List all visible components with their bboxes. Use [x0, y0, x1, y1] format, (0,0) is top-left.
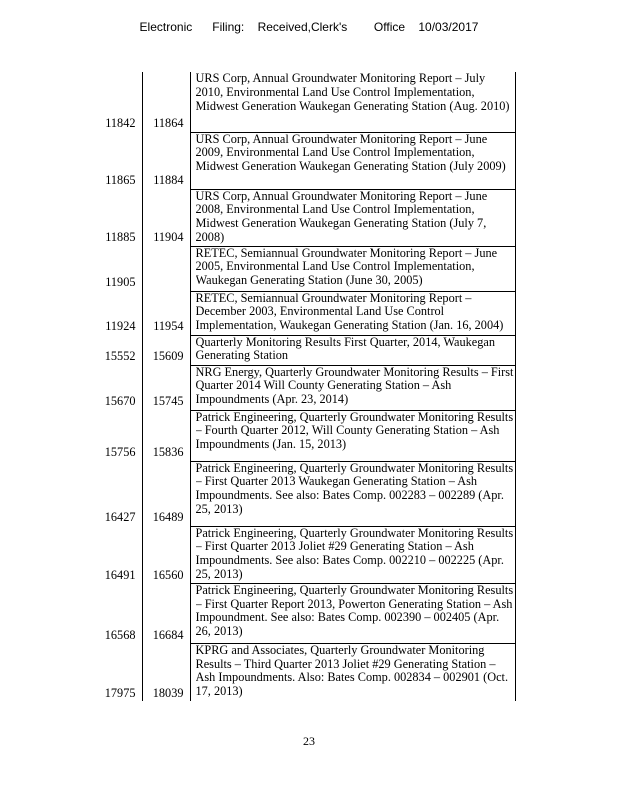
exhibit-index-table	[93, 72, 516, 701]
bates-start: 15756	[104, 445, 136, 460]
document-description: URS Corp, Annual Groundwater Monitoring Report – June 2009, Environmental Land Use Control Implementation, Midwest Generation Waukegan Generating Station (July 2009)	[190, 132, 515, 189]
bates-end: 11884	[142, 132, 190, 189]
bates-end: 11864	[142, 72, 190, 132]
document-description: RETEC, Semiannual Groundwater Monitoring Report – June 2005, Environmental Land Use Control Implementation, Waukegan Generating Station (June 30, 2005)	[190, 246, 515, 291]
document-description: RETEC, Semiannual Groundwater Monitoring Report – December 2003, Environmental Land Use Control Implementation, Waukegan Generating Station (Jan. 16, 2004)	[190, 291, 515, 335]
filing-stamp-header: Electronic Filing: Received,Clerk's Office 10/03/2017	[139, 20, 479, 34]
bates-start: 11905	[105, 275, 136, 290]
bates-start: 16491	[104, 567, 136, 582]
document-description: NRG Energy, Quarterly Groundwater Monitoring Results – First Quarter 2014 Will County Generating Station – Ash Impoundments (Apr. 23, 2014)	[190, 365, 515, 410]
bates-end: 18039	[142, 643, 190, 701]
document-description: Patrick Engineering, Quarterly Groundwater Monitoring Results – First Quarter 2013 Waukegan Generating Station – Ash Impoundments. See also: Bates Comp. 002283 – 002289 (Apr. 25, 2013)	[190, 461, 515, 526]
table-row	[93, 132, 515, 189]
table-row	[93, 365, 515, 410]
bates-start: 16568	[104, 627, 136, 642]
bates-start: 17975	[104, 685, 136, 700]
document-description: Patrick Engineering, Quarterly Groundwater Monitoring Results – First Quarter Report 2013, Powerton Generating Station – Ash Impoundment. See also: Bates Comp. 002390 – 002405 (Apr. 26, 2013)	[190, 583, 515, 643]
table-row	[93, 583, 515, 643]
document-description: URS Corp, Annual Groundwater Monitoring Report – June 2008, Environmental Land Use Control Implementation, Midwest Generation Waukegan Generating Station (July 7, 2008)	[190, 189, 515, 246]
table-row	[93, 526, 515, 583]
document-description: Patrick Engineering, Quarterly Groundwater Monitoring Results – First Quarter 2013 Joliet #29 Generating Station – Ash Impoundments. See also: Bates Comp. 002210 – 002225 (Apr. 25, 2013)	[190, 526, 515, 583]
bates-end	[142, 246, 190, 291]
exhibit-index-rows	[93, 72, 515, 701]
table-row	[93, 643, 515, 701]
table-row	[93, 189, 515, 246]
table-row	[93, 291, 515, 335]
document-description: Quarterly Monitoring Results First Quarter, 2014, Waukegan Generating Station	[190, 335, 515, 365]
document-description: KPRG and Associates, Quarterly Groundwater Monitoring Results – Third Quarter 2013 Joliet #29 Generating Station – Ash Impoundments. Also: Bates Comp. 002834 – 002901 (Oct. 17, 2013)	[190, 643, 515, 701]
bates-end: 16684	[142, 583, 190, 643]
bates-end: 11954	[142, 291, 190, 335]
bates-start: 11842	[105, 116, 136, 131]
table-row	[93, 461, 515, 526]
table-row	[93, 410, 515, 461]
bates-start: 15552	[104, 349, 136, 364]
bates-end: 15745	[142, 365, 190, 410]
table-row	[93, 72, 515, 132]
bates-end: 16489	[142, 461, 190, 526]
bates-start: 11865	[105, 173, 136, 188]
bates-start: 11924	[105, 319, 136, 334]
bates-start: 16427	[104, 510, 136, 525]
table-row	[93, 246, 515, 291]
bates-end: 15836	[142, 410, 190, 461]
table-row	[93, 335, 515, 365]
bates-end: 15609	[142, 335, 190, 365]
page-number: 23	[303, 734, 315, 748]
document-description: URS Corp, Annual Groundwater Monitoring Report – July 2010, Environmental Land Use Control Implementation, Midwest Generation Waukegan Generating Station (Aug. 2010)	[190, 72, 515, 132]
bates-start: 15670	[104, 394, 136, 409]
bates-end: 16560	[142, 526, 190, 583]
bates-end: 11904	[142, 189, 190, 246]
bates-start: 11885	[105, 230, 136, 245]
document-description: Patrick Engineering, Quarterly Groundwater Monitoring Results – Fourth Quarter 2012, Will County Generating Station – Ash Impoundments (Jan. 15, 2013)	[190, 410, 515, 461]
